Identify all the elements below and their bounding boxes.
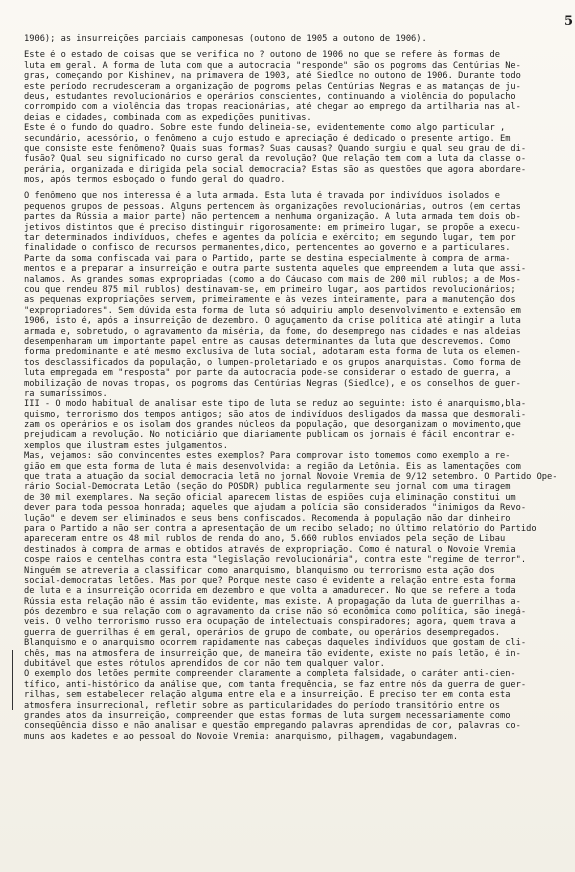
page-number: 5 bbox=[563, 14, 573, 29]
text-line: lução" e devem ser eliminados e seus bens confiscados. Recomenda à população não dar dinheiro bbox=[24, 513, 511, 524]
text-line: grandes atos da insurreição, compreender que estas formas de luta surgem necessariamente como bbox=[24, 711, 511, 721]
text-line: chês, mas na atmosfera de insurreição que, de maneira tão evidente, existe no país letão, é in- bbox=[24, 648, 521, 659]
text-line: dever para toda pessoa honrada; aqueles que ajudam a polícia são considerados "inimigos da Revo- bbox=[24, 503, 527, 514]
text-line: secundário, acessório, o fenômeno a cujo estudo e apreciação é dedicado o presente artigo. Em bbox=[24, 133, 511, 144]
text-line: de luta e a insurreição ocorrida em dezembro e que volta a amadurecer. No que se refere a toda bbox=[24, 586, 516, 597]
text-line: tífico, anti-histórico da análise que, com tanta frequência, se faz entre nós da guerra de guer- bbox=[24, 679, 527, 690]
text-line: que consiste este fenômeno? Quais suas formas? Suas causas? Quando surgiu e qual seu grau de di- bbox=[24, 143, 527, 154]
text-line: perária, organizada e dirigida pela social democracia? Estas são as questões que agora abordare- bbox=[24, 164, 527, 175]
document-body bbox=[24, 34, 572, 854]
text-line: Este é o estado de coisas que se verifica no ? outono de 1906 no que se refere às formas de bbox=[24, 50, 500, 61]
text-line: O fenômeno que nos interessa é a luta armada. Esta luta é travada por indivíduos isolados e bbox=[24, 191, 500, 202]
text-line: conseqüência disso e não analisar e questão empregando palavras aprendidas de cor, palavras co- bbox=[24, 721, 521, 732]
text-line: Parte da soma confiscada vai para o Partido, parte se destina especialmente à compra de arma- bbox=[24, 253, 511, 264]
text-line: dubitável que estes rótulos aprendidos de cor não tem qualquer valor. bbox=[24, 659, 385, 670]
text-line: Blanquismo e o anarquismo ocorrem rapidamente nas cabeças daqueles indivíduos que gostam de cli- bbox=[24, 638, 527, 649]
text-line: mos, após termos esboçado o fundo geral do quadro. bbox=[24, 175, 286, 186]
text-line: quismo, terrorismo dos tempos antigos; são atos de indivíduos desligados da massa que desmorali- bbox=[24, 409, 527, 420]
text-line: Ninguém se atreveria a classificar como anarquismo, blanquismo ou terrorismo esta ação dos bbox=[24, 565, 495, 576]
text-line: Rússia esta relação não é assim tão evidente, mas existe. A propagação da luta de guerrilhas a- bbox=[24, 596, 521, 607]
text-line: atmosfera insurrecional, refletir sobre as particularidades do período transitório entre os bbox=[24, 700, 500, 711]
text-line: finalidade o confisco de recursos permanentes,dico, pertencentes ao governo e a particulares. bbox=[24, 243, 511, 254]
text-line: rilhas, sem estabelecer relação alguma entre ela e a insurreição. É preciso ter em conta esta bbox=[24, 690, 511, 701]
text-line: forma predominante e até mesmo exclusiva de luta social, adotaram esta forma de luta os elemen- bbox=[24, 347, 521, 358]
text-line: pequenos grupos de pessoas. Alguns pertencem às organizações revolucionárias, outros (em certas bbox=[24, 201, 521, 212]
text-line: social-democratas letões. Mas por que? Porque neste caso é evidente a relação entre esta forma bbox=[24, 575, 516, 586]
text-line: destinados à compra de armas e obtidos através de expropriação. Como é natural o Novoie Vremia bbox=[24, 544, 516, 555]
text-line: deus, estudantes revolucionários e operários conscientes, continuando a violência do populacho bbox=[24, 91, 516, 102]
text-line: corrompido com a violência das tropas reacionárias, até chegar ao emprego da artilharia nas al- bbox=[24, 102, 521, 113]
text-line: as pequenas expropriações servem, primeiramente e às vezes inteiramente, para a manutenção dos bbox=[24, 295, 516, 306]
text-line: jetivos distintos que é preciso distinguir rigorosamente: em primeiro lugar, se propõe a execu- bbox=[24, 222, 521, 233]
text-line: III - O modo habitual de analisar este tipo de luta se reduz ao seguinte: isto é anarquismo,bla- bbox=[24, 399, 527, 410]
text-line: prejudicam a revolução. No noticiário que diariamente publicam os jornais é fácil encontrar e- bbox=[24, 430, 516, 441]
text-line: zam os operários e os isolam dos grandes núcleos da população, que desorganizam o movimento,que bbox=[24, 420, 521, 431]
text-line: tos desclassificados da população, o lumpen-proletariado e os grupos anarquistas. Como forma de bbox=[24, 357, 521, 368]
text-line: gras, começando por Kishinev, na primavera de 1903, até Siedlce no outono de 1906. Durante todo bbox=[24, 71, 521, 82]
text-line: luta em geral. A forma de luta com que a autocracia "responde" são os pogroms das Centúrias Ne- bbox=[24, 60, 521, 71]
text-line: apareceram entre os 48 mil rublos de renda do ano, 5.660 rublos enviados pela seção de Libau bbox=[24, 534, 506, 545]
text-line: rário Social-Democrata Letão (seção do POSDR) publica regularmente seu jornal com uma tiragem bbox=[24, 482, 511, 493]
text-line: fusão? Qual seu significado no curso geral da revolução? Que relação tem com a luta da classe o- bbox=[24, 154, 527, 165]
text-line: cospe raios e centelhas contra esta "legislação revolucionária", contra este "regime de terror". bbox=[24, 555, 527, 566]
margin-mark bbox=[12, 650, 23, 710]
text-line: 1906, isto é, após a insurreição de dezembro. O aguçamento da crise política até atingir a luta bbox=[24, 316, 521, 327]
text-line: este período recrudesceram a organização de pogroms pelas Centúrias Negras e as matanças de ju- bbox=[24, 81, 521, 92]
text-line: cou que rendeu 875 mil rublos) destinavam-se, em primeiro lugar, aos partidos revolucionários; bbox=[24, 284, 516, 295]
text-line: mentos e a preparar a insurreição e outra parte sustenta aqueles que empreendem a luta que assi- bbox=[24, 264, 527, 275]
text-line: xemplos que ilustram estes julgamentos. bbox=[24, 440, 228, 451]
text-line: de 30 mil exemplares. Na seção oficial aparecem listas de espiões cuja eliminação constitui um bbox=[24, 492, 516, 503]
text-line: gião em que esta forma de luta é mais desenvolvida: a região da Letônia. Eis as lamentações com bbox=[24, 461, 521, 472]
text-line: guerra de guerrilhas é em geral, operários de grupo de combate, ou operários desempregados. bbox=[24, 627, 500, 638]
text-line: 1906); as insurreições parciais camponesas (outono de 1905 a outono de 1906). bbox=[24, 34, 427, 44]
text-line: ra sumaríssimos. bbox=[24, 388, 108, 399]
text-line: nalamos. As grandes somas expropriadas (como a do Cáucaso com mais de 200 mil rublos; a de Mos- bbox=[24, 274, 521, 285]
text-line: partes da Rússia a maior parte) não pertencem a nenhuma organização. A luta armada tem dois ob- bbox=[24, 212, 521, 223]
text-line: Este é o fundo do quadro. Sobre este fundo delineia-se, evidentemente como algo particular , bbox=[24, 123, 506, 134]
text-line: mobilização de novas tropas, os pogroms das Centúrias Negras (Siedlce), e os conselhos de guer- bbox=[24, 378, 521, 389]
text-line: "expropriadores". Sem dúvida esta forma de luta só adquiriu amplo desenvolvimento e extensão em bbox=[24, 305, 521, 316]
text-line: que trata a atuação da social democracia letã no jornal Novoie Vremia de 9/12 setembro. O Partido Ope- bbox=[24, 472, 558, 483]
text-line: desempenharam um importante papel entre as causas determinantes da luta que descrevemos. Como bbox=[24, 336, 511, 347]
text-line: Mas, vejamos: são convincentes estes exemplos? Para comprovar isto tomemos como exemplo a re- bbox=[24, 451, 511, 462]
text-line: O exemplo dos letões permite compreender claramente a completa falsidade, o caráter anti-cien- bbox=[24, 669, 516, 680]
text-line: muns aos kadetes e ao pessoal do Novoie Vremia: anarquismo, pilhagem, vagabundagem. bbox=[24, 731, 459, 742]
text-line: deias e cidades, combinada com as expedições punitivas. bbox=[24, 112, 312, 123]
text-line: veis. O velho terrorismo russo era ocupação de intelectuais conspiradores; agora, quem trava a bbox=[24, 617, 516, 628]
text-line: tar determinados indivíduos, chefes e agentes da polícia e exército; em segundo lugar, tem por bbox=[24, 233, 516, 244]
text-line: para o Partido a não ser contra a apresentação de um recibo selado; no último relatório do Partido bbox=[24, 523, 537, 534]
text-line: armada e, sobretudo, o agravamento da miséria, da fome, do desemprego nas cidades e nas aldeias bbox=[24, 326, 521, 337]
text-line: pós dezembro e sua relação com o agravamento da crise não só econômica como política, são inegá- bbox=[24, 607, 527, 618]
text-line: luta empregada em "resposta" por parte da autocracia pode-se considerar o estado de guerra, a bbox=[24, 368, 511, 379]
